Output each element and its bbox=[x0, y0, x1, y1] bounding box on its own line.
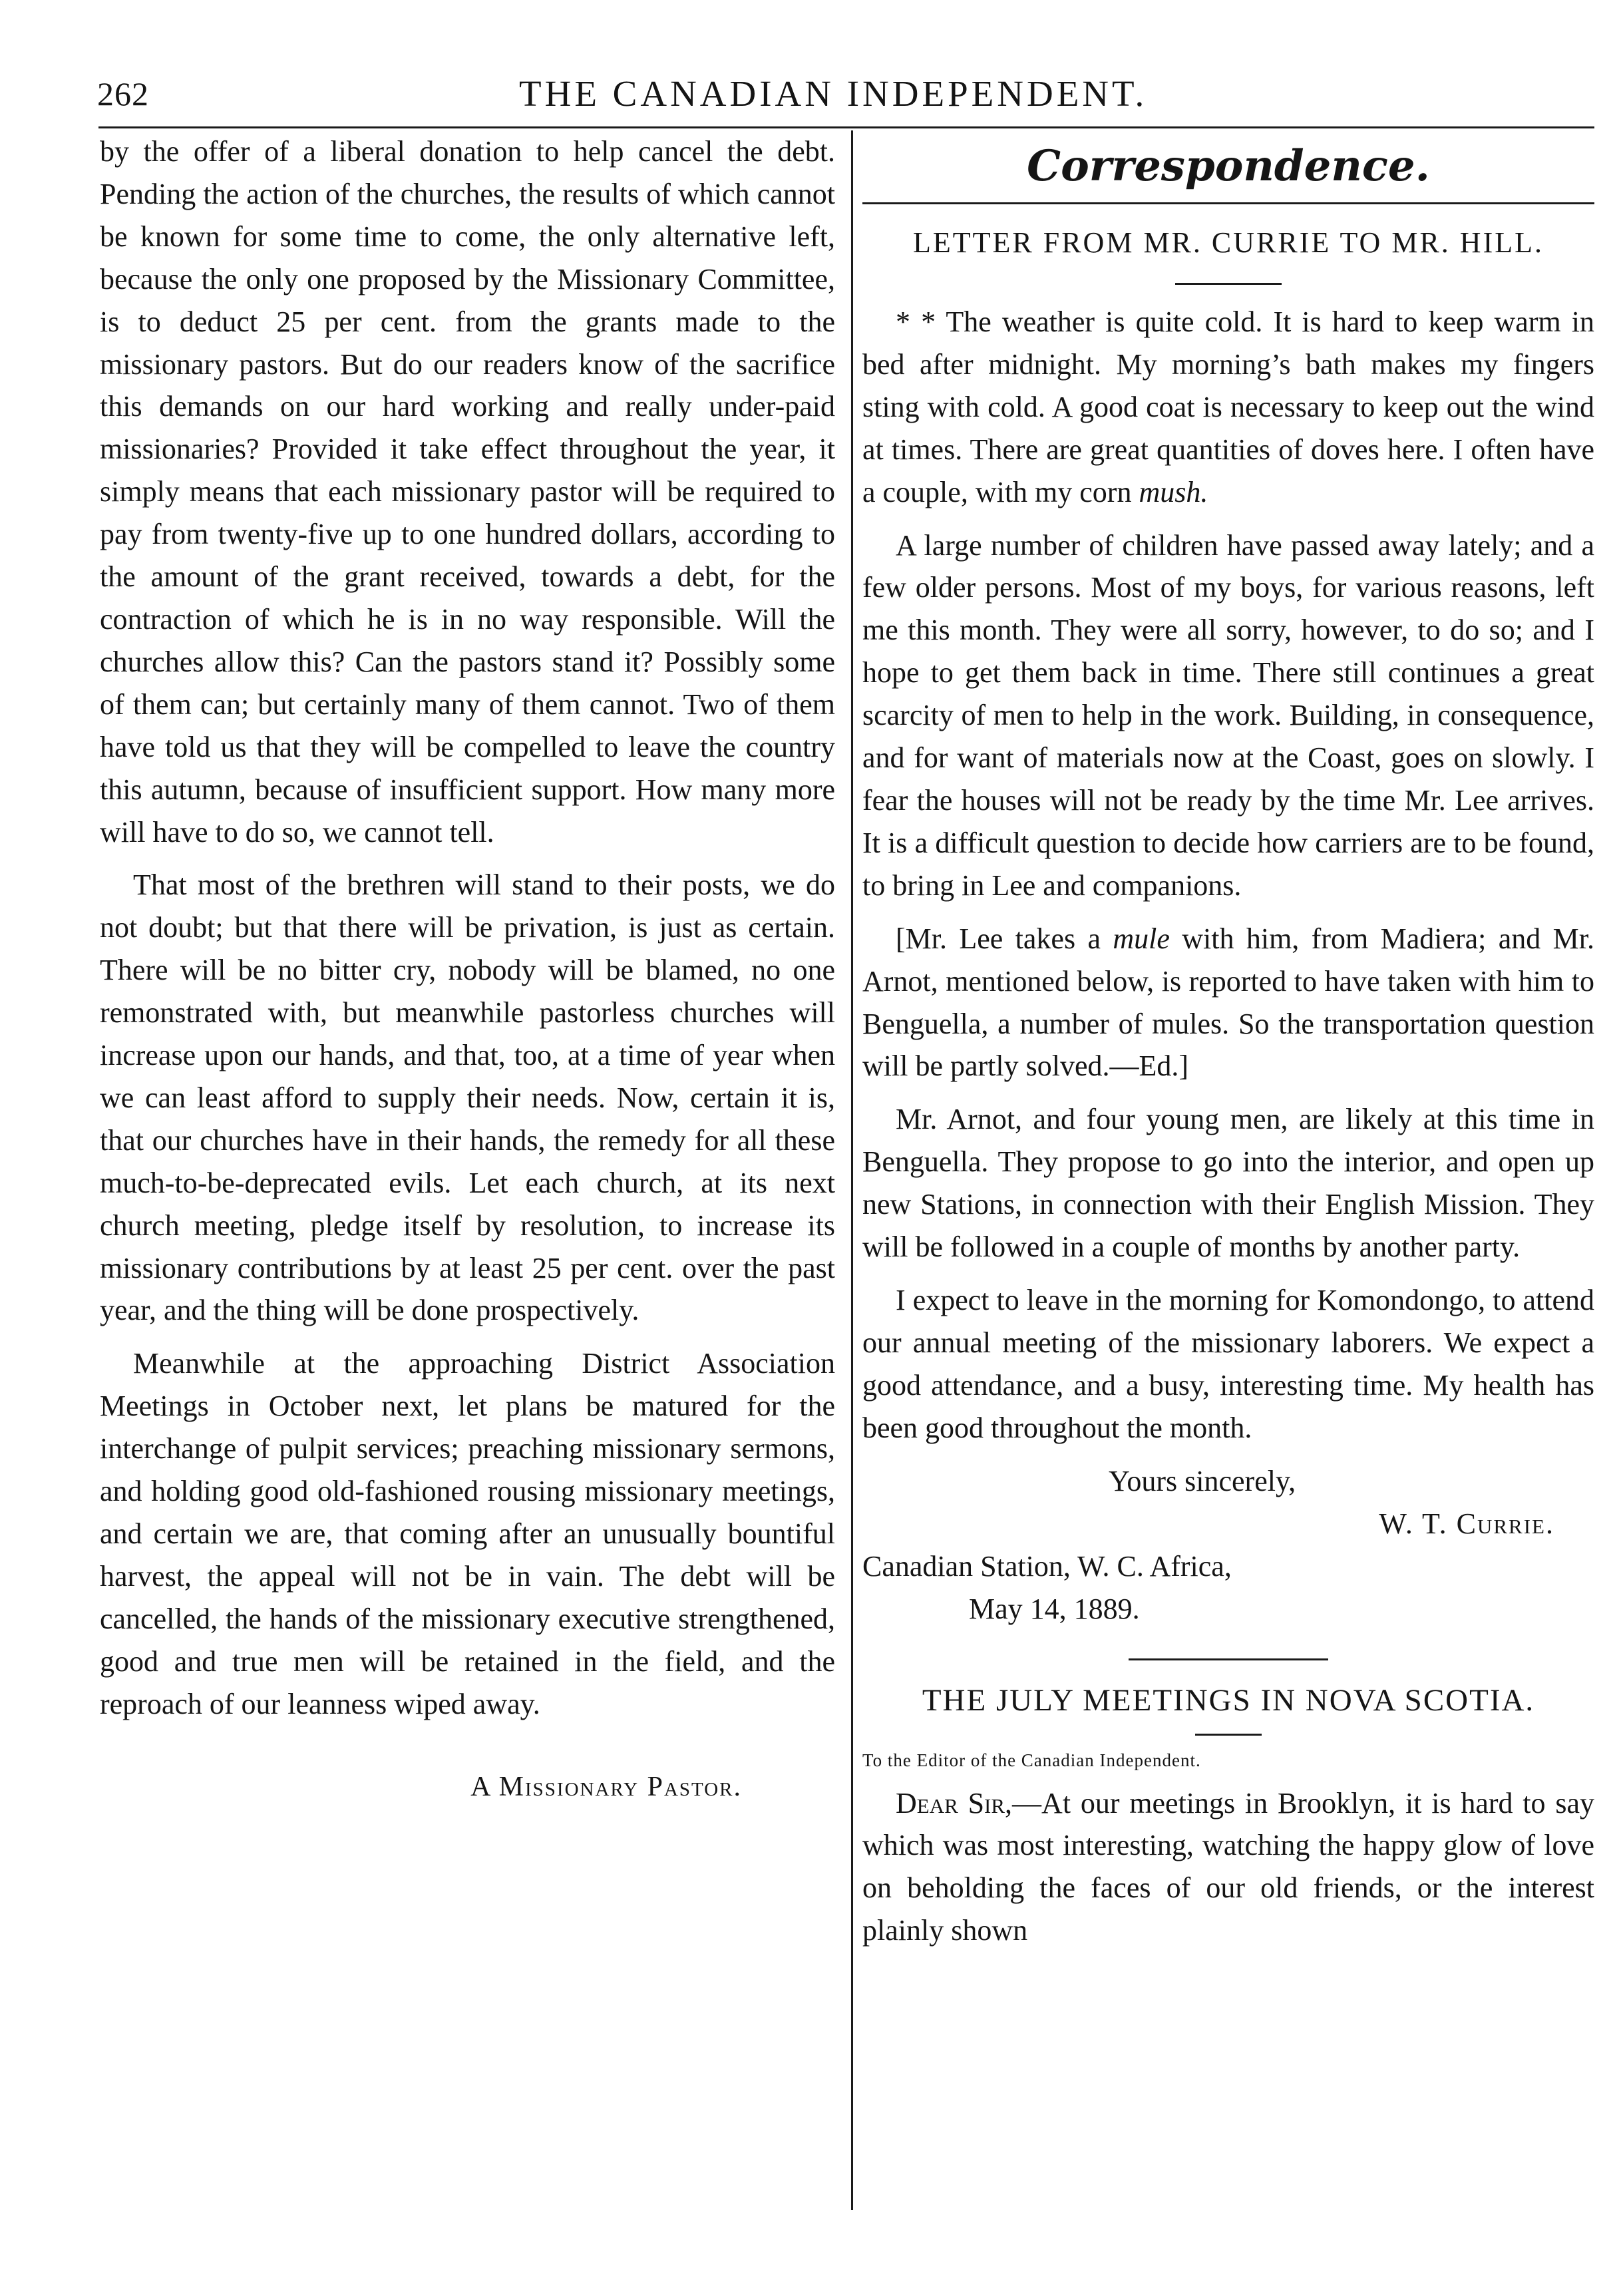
heading-rule bbox=[1175, 283, 1282, 285]
to-editor-line: To the Editor of the Canadian Independent. bbox=[862, 1750, 1201, 1770]
editorial-paragraph-3: Meanwhile at the approaching District Association Meetings in October next, let plans be matured for the interchange of pulpit services; preaching missionary sermons, and holding good old-fashioned rousing missionary meetings, and certain we are, that coming after an unusually bountiful harvest, the appeal will not be in vain. The debt will be cancelled, the hands of the missionary executive strengthened, good and true men will be retained in the field, and the reproach of our leanness wiped away. bbox=[100, 1347, 835, 1720]
left-column bbox=[100, 130, 835, 1808]
page-header bbox=[0, 64, 1617, 124]
signature: W. T. Currie. bbox=[1379, 1507, 1554, 1540]
letter-closing bbox=[862, 1460, 1594, 1630]
article-heading: THE JULY MEETINGS IN NOVA SCOTIA. bbox=[922, 1682, 1535, 1718]
article-separator bbox=[1129, 1658, 1328, 1660]
editorial-paragraph-1: by the offer of a liberal donation to help cancel the debt. Pending the action of the churches, the results of which cannot be known for some time to come, the only alternative left, because the only one proposed by the Missionary Committee, is to deduct 25 per cent. from the grants made to the missionary pastors. But do our readers know of the sacrifice this demands on our hard working and really under-paid missionaries? Provided it take effect throughout the year, it simply means that each missionary pastor will be required to pay from twenty-five up to one hundred dollars, according to the amount of the grant received, towards a debt, for the contraction of which he is in no way responsible. Will the churches allow this? Can the pastors stand it? Possibly some of them can; but certainly many of them cannot. Two of them have told us that they will be compelled to leave the country this autumn, because of insufficient support. How many more will have to do so, we cannot tell. bbox=[100, 135, 835, 849]
letter-heading: LETTER FROM MR. CURRIE TO MR. HILL. bbox=[913, 226, 1544, 259]
author-signoff: A Missionary Pastor. bbox=[470, 1771, 742, 1802]
date-line: May 14, 1889. bbox=[969, 1592, 1140, 1625]
header-rule bbox=[98, 126, 1594, 128]
place-line: Canadian Station, W. C. Africa, bbox=[862, 1549, 1232, 1583]
letter-paragraph-4: Mr. Arnot, and four young men, are likely at this time in Benguella. They propose to go into the interior, and open up new Stations, in connection with their English Mission. They will be followed in a couple of months by another party. bbox=[862, 1103, 1594, 1264]
column-divider bbox=[851, 130, 853, 2210]
heading-rule-2 bbox=[1195, 1734, 1262, 1736]
section-rule bbox=[862, 202, 1594, 204]
article-paragraph-1: Dear Sir,—At our meetings in Brooklyn, it is hard to say which was most interesting, watching the happy glow of love on beholding the faces of our old friends, or the interest plainly shown bbox=[862, 1786, 1595, 1947]
letter-paragraph-2: A large number of children have passed away lately; and a few older persons. Most of my boys, for various reasons, left me this month. They were all sorry, however, to do so; and I hope to get them back in time. There still continues a great scarcity of men to help in the work. Building, in consequence, and for want of materials now at the Coast, goes on slowly. I fear the houses will not be ready by the time Mr. Lee arrives. It is a difficult question to decide how carriers are to be found, to bring in Lee and companions. bbox=[862, 528, 1594, 902]
letter-paragraph-5: I expect to leave in the morning for Komondongo, to attend our annual meeting of the missionary laborers. We expect a good attendance, and a busy, interesting time. My health has been good throughout the month. bbox=[862, 1283, 1594, 1444]
letter-paragraph-1: * * The weather is quite cold. It is hard to keep warm in bed after midnight. My morning’s bath makes my fingers sting with cold. A good coat is necessary to keep out the wind at times. There are great quantities of doves here. I often have a couple, with my corn mush. bbox=[862, 305, 1594, 508]
closing-line: Yours sincerely, bbox=[1109, 1464, 1296, 1497]
editorial-paragraph-2: That most of the brethren will stand to their posts, we do not doubt; but that there will be privation, is just as certain. There will be no bitter cry, nobody will be blamed, no one remonstrated with, but meanwhile pastorless churches will increase upon our hands, and that, too, at a time of year when we can least afford to supply their needs. Now, certain it is, that our churches have in their hands, the remedy for all these much-to-be-deprecated evils. Let each church, at its next church meeting, pledge itself by resolution, to increase its missionary contributions by at least 25 per cent. over the past year, and the thing will be done prospectively. bbox=[100, 868, 835, 1327]
section-title: Correspondence. bbox=[1027, 141, 1430, 191]
editor-note: [Mr. Lee takes a mule with him, from Madiera; and Mr. Arnot, mentioned below, is reported to have taken with him to Benguella, a number of mules. So the transportation question will be partly solved.—Ed.] bbox=[862, 922, 1595, 1083]
right-column bbox=[862, 130, 1594, 1963]
running-head: THE CANADIAN INDEPENDENT. bbox=[519, 73, 1148, 114]
page-number: 262 bbox=[97, 75, 149, 112]
